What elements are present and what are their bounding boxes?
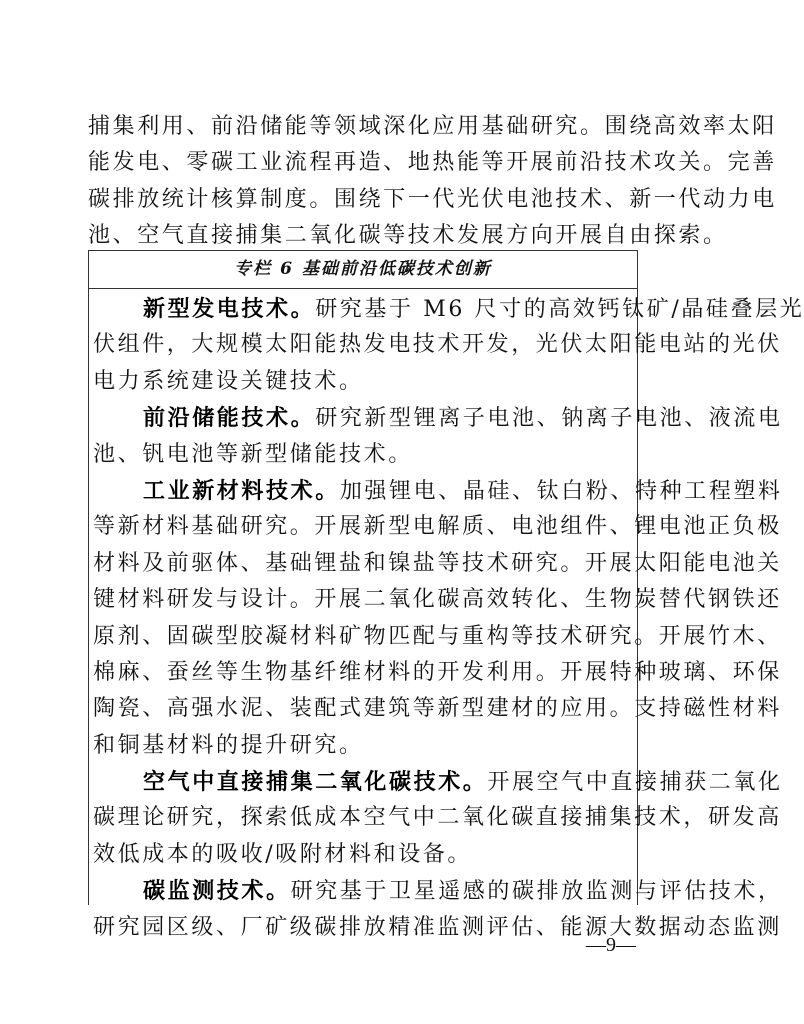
line-text: 和铜基材料的提升研究。 — [93, 732, 364, 758]
box-title: 专栏 6 基础前沿低碳技术创新 — [89, 251, 637, 289]
text-line: 池、空气直接捕集二氧化碳等技术发展方向开展自由探索。 — [88, 223, 728, 249]
text-line — [93, 837, 635, 873]
line-text: 电力系统建设关键技术。 — [93, 368, 364, 394]
line-text: 棉麻、蚕丝等生物基纤维材料的开发利用。开展特种玻璃、环保 — [93, 659, 782, 685]
line-text: 伏组件，大规模太阳能热发电技术开发，光伏太阳能电站的光伏 — [93, 332, 782, 358]
text-line — [93, 691, 782, 727]
line-text: 池、钒电池等新型储能技术。 — [93, 441, 413, 467]
text-line — [93, 327, 782, 363]
text-line: 碳排放统计核算制度。围绕下一代光伏电池技术、新一代动力电 — [88, 186, 777, 212]
line-text: 等新材料基础研究。开展新型电解质、电池组件、锂电池正负极 — [93, 514, 782, 540]
text-line — [93, 400, 783, 436]
text-line — [93, 437, 635, 473]
text-line — [93, 509, 782, 545]
line-text: 加强锂电、晶硅、钛白粉、特种工程塑料 — [339, 478, 783, 504]
text-line — [93, 473, 783, 509]
box-paragraph — [93, 873, 783, 946]
text-line — [93, 546, 782, 582]
intro-paragraph — [88, 109, 777, 255]
line-text: 开展空气中直接捕获二氧化 — [487, 770, 783, 796]
line-text: 研究园区级、厂矿级碳排放精准监测评估、能源大数据动态监测 — [93, 914, 782, 940]
paragraph-heading: 工业新材料技术。 — [143, 477, 340, 504]
text-line — [93, 291, 804, 327]
paragraph-heading: 前沿储能技术。 — [143, 405, 316, 432]
paragraph-heading: 空气中直接捕集二氧化碳技术。 — [143, 769, 488, 796]
text-line — [93, 910, 782, 946]
line-text: 材料及前驱体、基础锂盐和镍盐等技术研究。开展太阳能电池关 — [93, 550, 782, 576]
line-text: 原剂、固碳型胶凝材料矿物匹配与重构等技术研究。开展竹木、 — [93, 623, 782, 649]
text-line — [93, 582, 782, 618]
text-line — [93, 619, 782, 655]
box-body — [89, 289, 804, 946]
text-line — [93, 764, 783, 800]
sidebar-box — [88, 250, 804, 940]
paragraph-heading: 碳监测技术。 — [143, 878, 291, 905]
box-paragraph — [93, 400, 783, 473]
text-line — [93, 655, 782, 691]
page-number: —9— — [586, 934, 636, 956]
line-text: 研究新型锂离子电池、钠离子电池、液流电 — [315, 406, 783, 432]
paragraph-heading: 新型发电技术。 — [143, 296, 316, 322]
line-text: 碳理论研究，探索低成本空气中二氧化碳直接捕集技术，研发高 — [93, 805, 782, 831]
box-paragraph — [93, 764, 783, 873]
line-text: 研究基于 M6 尺寸的高效钙钛矿/晶硅叠层光 — [315, 297, 804, 322]
line-text: 研究基于卫星遥感的碳排放监测与评估技术， — [290, 879, 783, 905]
line-text: 效低成本的吸收/吸附材料和设备。 — [93, 841, 473, 867]
text-line — [93, 728, 635, 764]
box-paragraph — [93, 473, 783, 764]
text-line — [93, 873, 783, 909]
box-paragraph — [93, 291, 804, 400]
text-line: 能发电、零碳工业流程再造、地热能等开展前沿技术攻关。完善 — [88, 150, 777, 176]
text-line — [93, 364, 635, 400]
text-line: 捕集利用、前沿储能等领域深化应用基础研究。围绕高效率太阳 — [88, 114, 777, 139]
line-text: 陶瓷、高强水泥、装配式建筑等新型建材的应用。支持磁性材料 — [93, 696, 782, 722]
line-text: 键材料研发与设计。开展二氧化碳高效转化、生物炭替代钢铁还 — [93, 587, 782, 613]
text-line — [93, 800, 782, 836]
